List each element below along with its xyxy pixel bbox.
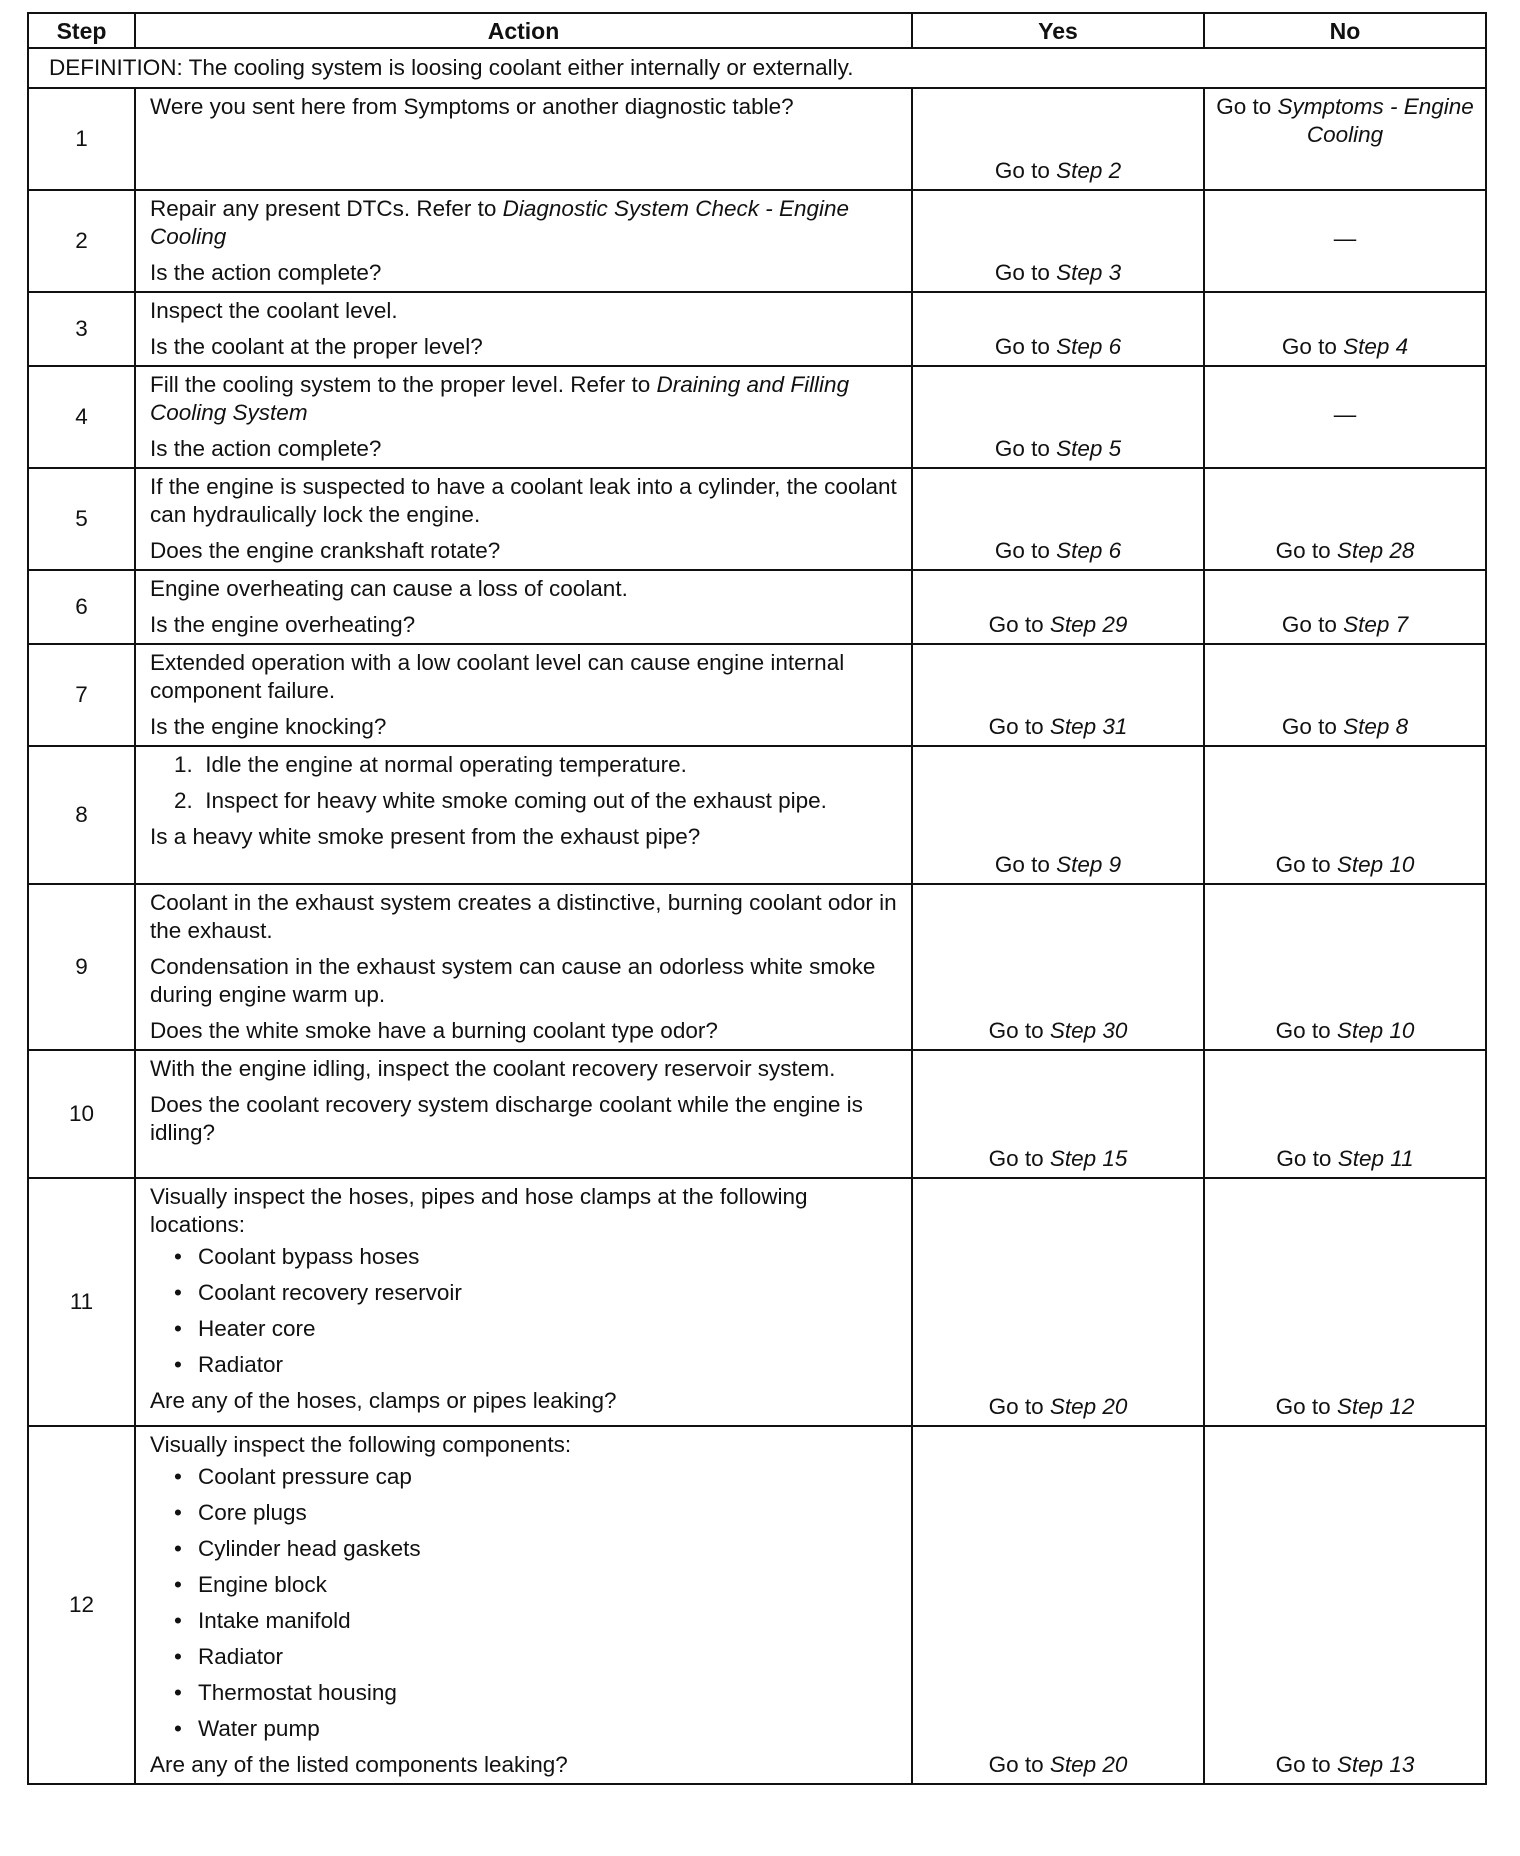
go-to-label: Go to [988,714,1044,739]
go-to-label: Go to [1216,94,1272,119]
reference-link: Diagnostic System Check - Engine Cooling [150,196,850,249]
bullet-icon: • [174,1536,182,1561]
action-text-2: Condensation in the exhaust system can cause an odorless white smoke during engine warm up. [150,954,876,1007]
yes-cell [912,644,1204,746]
no-step-ref: Step 8 [1343,714,1409,739]
no-cell [1204,88,1486,190]
yes-cell [912,190,1204,292]
no-cell [1204,644,1486,746]
action-cell [135,366,912,468]
no-step-ref: Step 28 [1336,538,1415,563]
yes-cell [912,1050,1204,1178]
step-number: 3 [28,292,135,366]
no-cell [1204,884,1486,1050]
table-row [28,1050,1486,1178]
list-text: Thermostat housing [198,1680,397,1705]
no-step-ref: Step 12 [1336,1394,1415,1419]
yes-step-ref: Step 20 [1049,1752,1128,1777]
yes-cell [912,884,1204,1050]
yes-step-ref: Step 9 [1056,852,1122,877]
yes-cell [912,1426,1204,1784]
yes-cell [912,746,1204,884]
go-to-label: Go to [994,436,1050,461]
question-text: Is a heavy white smoke present from the exhaust pipe? [150,824,701,849]
bullet-list [150,1463,901,1743]
yes-cell [912,292,1204,366]
diagnostic-table [27,12,1487,1785]
step-number: 9 [28,884,135,1050]
go-to-label: Go to [988,1018,1044,1043]
yes-step-ref: Step 5 [1056,436,1122,461]
step-number: 6 [28,570,135,644]
bullet-icon: • [174,1316,182,1341]
action-text [150,195,901,251]
yes-cell [912,1178,1204,1426]
no-cell [1204,1050,1486,1178]
list-item [150,1279,901,1307]
table-row [28,746,1486,884]
question-text: Were you sent here from Symptoms or another diagnostic table? [150,94,794,119]
list-item [150,1571,901,1599]
action-cell [135,1050,912,1178]
no-cell [1204,746,1486,884]
header-row [28,13,1486,48]
go-to-label: Go to [994,538,1050,563]
action-cell [135,644,912,746]
bullet-icon: • [174,1572,182,1597]
step-number: 2 [28,190,135,292]
step-number: 1 [28,88,135,190]
bullet-icon: • [174,1608,182,1633]
no-step-ref: Step 7 [1343,612,1409,637]
question-text: Is the engine knocking? [150,714,387,739]
go-to-label: Go to [1276,1146,1332,1171]
go-to-label: Go to [994,852,1050,877]
no-cell [1204,570,1486,644]
list-text: Idle the engine at normal operating temperature. [205,752,687,777]
list-item [150,1463,901,1491]
bullet-icon: • [174,1680,182,1705]
table-row [28,1426,1486,1784]
bullet-icon: • [174,1464,182,1489]
list-item [150,1315,901,1343]
no-cell [1204,366,1486,468]
reference-link: Draining and Filling Cooling System [150,372,850,425]
action-cell [135,746,912,884]
list-item [150,1351,901,1379]
table-row [28,190,1486,292]
list-text: Inspect for heavy white smoke coming out of the exhaust pipe. [205,788,827,813]
action-cell [135,88,912,190]
question-text: Does the engine crankshaft rotate? [150,538,501,563]
yes-cell [912,88,1204,190]
yes-step-ref: Step 20 [1049,1394,1128,1419]
action-text: Coolant in the exhaust system creates a distinctive, burning coolant odor in the exhaust. [150,890,897,943]
list-item [150,1243,901,1271]
bullet-icon: • [174,1500,182,1525]
no-dash: — [1333,402,1357,427]
yes-cell [912,468,1204,570]
go-to-label: Go to [1275,1018,1331,1043]
table-row [28,570,1486,644]
action-text: Engine overheating can cause a loss of coolant. [150,576,628,601]
step-number: 12 [28,1426,135,1784]
go-to-label: Go to [1275,538,1331,563]
step-number: 10 [28,1050,135,1178]
bullet-icon: • [174,1716,182,1741]
no-ref: Symptoms - Engine Cooling [1277,94,1474,147]
go-to-label: Go to [1275,1752,1331,1777]
action-cell [135,570,912,644]
list-item [150,1535,901,1563]
bullet-icon: • [174,1644,182,1669]
list-text: Coolant pressure cap [198,1464,412,1489]
yes-step-ref: Step 29 [1049,612,1128,637]
list-text: Coolant recovery reservoir [198,1280,462,1305]
header-no: No [1204,13,1486,48]
list-number: 1. [174,752,193,777]
action-cell [135,884,912,1050]
header-step: Step [28,13,135,48]
question-text: Are any of the listed components leaking? [150,1752,568,1777]
no-cell [1204,292,1486,366]
list-item [150,1607,901,1635]
yes-cell [912,570,1204,644]
action-cell [135,1178,912,1426]
action-text: Visually inspect the hoses, pipes and hose clamps at the following locations: [150,1184,808,1237]
bullet-icon: • [174,1352,182,1377]
question-text: Is the coolant at the proper level? [150,334,483,359]
header-yes: Yes [912,13,1204,48]
go-to-label: Go to [988,1146,1044,1171]
go-to-label: Go to [1275,1394,1331,1419]
go-to-label: Go to [1275,852,1331,877]
action-cell [135,468,912,570]
bullet-list [150,1243,901,1379]
step-number: 5 [28,468,135,570]
list-text: Radiator [198,1644,284,1669]
action-cell [135,1426,912,1784]
table-row [28,468,1486,570]
yes-step-ref: Step 6 [1056,334,1122,359]
go-to-label: Go to [988,1394,1044,1419]
list-text: Coolant bypass hoses [198,1244,420,1269]
definition-row [28,48,1486,88]
no-cell [1204,1426,1486,1784]
table-row [28,884,1486,1050]
go-to-label: Go to [994,158,1050,183]
go-to-label: Go to [1281,714,1337,739]
question-text: Is the action complete? [150,436,382,461]
list-text: Heater core [198,1316,316,1341]
action-text: Extended operation with a low coolant level can cause engine internal component failure. [150,650,845,703]
list-item [174,787,901,815]
list-text: Core plugs [198,1500,307,1525]
yes-step-ref: Step 2 [1056,158,1122,183]
step-number: 7 [28,644,135,746]
question-text: Does the white smoke have a burning coolant type odor? [150,1018,718,1043]
question-text: Is the action complete? [150,260,382,285]
list-text: Engine block [198,1572,327,1597]
action-text-plain: Fill the cooling system to the proper level. Refer to [150,372,657,397]
table-row [28,1178,1486,1426]
list-item [150,1499,901,1527]
list-text: Water pump [198,1716,320,1741]
question-text: Is the engine overheating? [150,612,416,637]
action-text-plain: Repair any present DTCs. Refer to [150,196,503,221]
action-text: If the engine is suspected to have a coolant leak into a cylinder, the coolant can hydraulically lock the engine. [150,474,897,527]
table-row [28,644,1486,746]
table-row [28,292,1486,366]
list-item [150,1643,901,1671]
list-item [150,1715,901,1743]
numbered-list [150,751,901,815]
no-step-ref: Step 10 [1336,852,1415,877]
step-number: 11 [28,1178,135,1426]
no-cell [1204,468,1486,570]
action-cell [135,292,912,366]
list-text: Intake manifold [198,1608,351,1633]
table-row [28,366,1486,468]
list-text: Cylinder head gaskets [198,1536,421,1561]
yes-step-ref: Step 30 [1049,1018,1128,1043]
go-to-label: Go to [994,260,1050,285]
go-to-label: Go to [1281,612,1337,637]
yes-step-ref: Step 3 [1056,260,1122,285]
go-to-label: Go to [994,334,1050,359]
no-step-ref: Step 10 [1336,1018,1415,1043]
action-text: With the engine idling, inspect the coolant recovery reservoir system. [150,1056,836,1081]
bullet-icon: • [174,1280,182,1305]
action-cell [135,190,912,292]
no-cell [1204,190,1486,292]
list-number: 2. [174,788,193,813]
yes-cell [912,366,1204,468]
action-text: Visually inspect the following components: [150,1432,572,1457]
header-action: Action [135,13,912,48]
no-step-ref: Step 13 [1336,1752,1415,1777]
yes-step-ref: Step 6 [1056,538,1122,563]
list-text: Radiator [198,1352,284,1377]
table-row [28,88,1486,190]
step-number: 8 [28,746,135,884]
question-text: Does the coolant recovery system discharge coolant while the engine is idling? [150,1092,863,1145]
go-to-label: Go to [988,612,1044,637]
list-item [174,751,901,779]
list-item [150,1679,901,1707]
no-cell [1204,1178,1486,1426]
no-dash: — [1333,226,1357,251]
bullet-icon: • [174,1244,182,1269]
action-text [150,371,901,427]
step-number: 4 [28,366,135,468]
yes-step-ref: Step 31 [1049,714,1128,739]
action-text: Inspect the coolant level. [150,298,398,323]
no-step-ref: Step 4 [1343,334,1409,359]
no-step-ref: Step 11 [1337,1146,1414,1171]
go-to-label: Go to [1281,334,1337,359]
go-to-label: Go to [988,1752,1044,1777]
definition-text: DEFINITION: The cooling system is loosing coolant either internally or externally. [28,48,1486,88]
yes-step-ref: Step 15 [1049,1146,1128,1171]
question-text: Are any of the hoses, clamps or pipes leaking? [150,1388,617,1413]
